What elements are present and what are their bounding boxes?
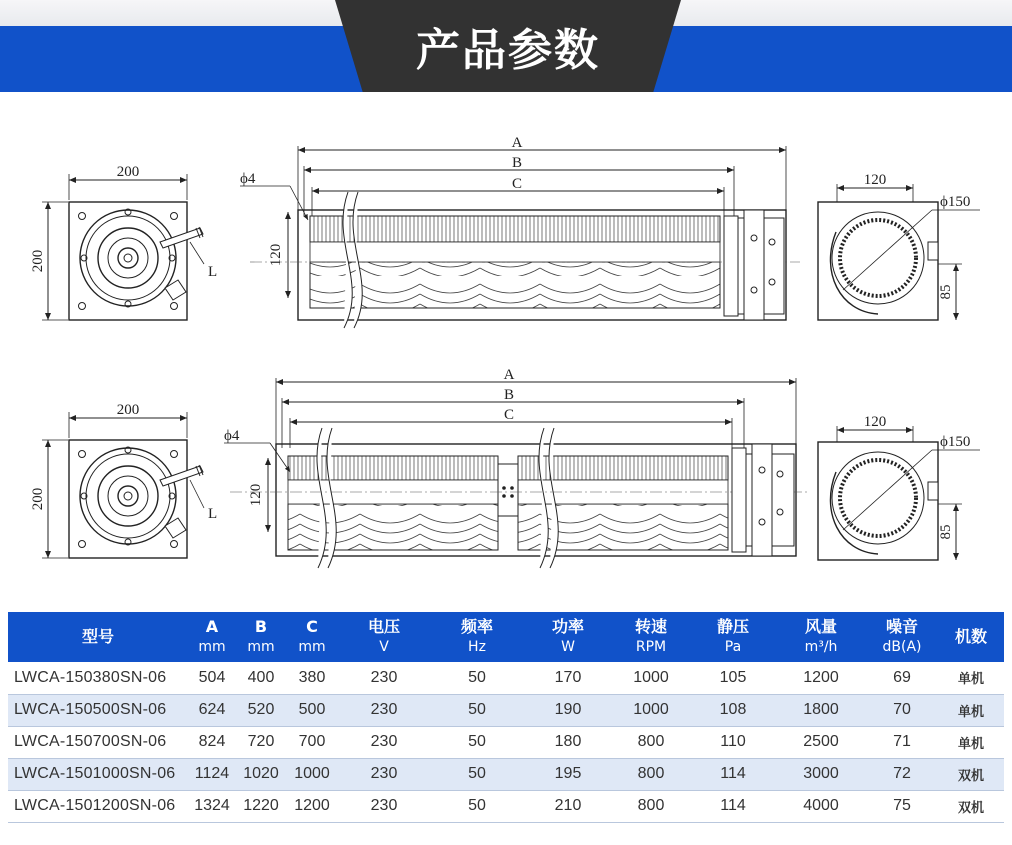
table-cell: 500 [286, 694, 338, 726]
table-cell: 50 [430, 694, 524, 726]
column-header-label: 功率 [551, 617, 584, 636]
column-header [236, 612, 286, 662]
column-header [866, 612, 938, 662]
column-header-unit: V [379, 639, 389, 655]
cable-label-2: L [208, 506, 218, 522]
column-header [524, 612, 612, 662]
table-row [8, 662, 1004, 694]
column-header [338, 612, 430, 662]
table-row [8, 694, 1004, 726]
unit-type-cell: 单机 [938, 662, 1004, 694]
table-cell: 800 [612, 726, 690, 758]
table-cell: 50 [430, 758, 524, 790]
hole-label-1: ϕ4 [240, 171, 256, 187]
table-body [8, 662, 1004, 822]
table-cell: 624 [188, 694, 236, 726]
column-header-unit: dB(A) [882, 639, 922, 655]
table-cell: 72 [866, 758, 938, 790]
table-cell: 1020 [236, 758, 286, 790]
column-header [430, 612, 524, 662]
dim-b-label-1: B [511, 155, 523, 171]
dim-c-label-1: C [511, 176, 523, 192]
table-cell: 1000 [286, 758, 338, 790]
unit-type-cell: 单机 [938, 694, 1004, 726]
table-cell: 230 [338, 758, 430, 790]
table-cell: 1324 [188, 790, 236, 822]
table-cell: 1800 [776, 694, 866, 726]
model-cell: LWCA-1501200SN-06 [8, 790, 188, 822]
side-width-label-1: 200 [116, 164, 140, 180]
column-header-unit: W [561, 639, 575, 655]
table-cell: 190 [524, 694, 612, 726]
table-cell: 210 [524, 790, 612, 822]
page-title: 产品参数 [416, 25, 600, 76]
table-row [8, 758, 1004, 790]
column-header-label: 机数 [954, 627, 987, 646]
hole-label-2: ϕ4 [224, 428, 240, 444]
table-cell: 70 [866, 694, 938, 726]
model-cell: LWCA-150380SN-06 [8, 662, 188, 694]
unit-type-cell: 双机 [938, 758, 1004, 790]
header-banner [0, 0, 1012, 92]
table-cell: 504 [188, 662, 236, 694]
table-cell: 195 [524, 758, 612, 790]
table-cell: 1000 [612, 694, 690, 726]
table-cell: 114 [690, 790, 776, 822]
column-header-label: A [205, 617, 219, 636]
table-cell: 700 [286, 726, 338, 758]
table-cell: 1220 [236, 790, 286, 822]
table-cell: 105 [690, 662, 776, 694]
table-cell: 520 [236, 694, 286, 726]
column-header-label: 电压 [367, 617, 400, 636]
model-cell: LWCA-150700SN-06 [8, 726, 188, 758]
table-cell: 50 [430, 790, 524, 822]
table-cell: 69 [866, 662, 938, 694]
height-label-1: 120 [268, 243, 284, 267]
column-header-label: 噪音 [885, 617, 918, 636]
column-header-unit: m³/h [804, 639, 838, 655]
column-header-label: C [306, 617, 318, 636]
dim-c-label-2: C [503, 407, 515, 423]
front-view-1 [240, 135, 800, 328]
front-view-2 [224, 367, 810, 568]
column-header-label: 转速 [634, 617, 667, 636]
table-cell: 50 [430, 726, 524, 758]
table-cell: 3000 [776, 758, 866, 790]
column-header-label: 静压 [716, 617, 749, 636]
table-cell: 110 [690, 726, 776, 758]
column-header [776, 612, 866, 662]
column-header-unit: Pa [724, 639, 742, 655]
end-width-label-2: 120 [863, 414, 887, 430]
height-label-2: 120 [248, 483, 264, 507]
end-view-2 [818, 414, 980, 560]
dim-a-label-2: A [503, 367, 515, 383]
table-cell: 400 [236, 662, 286, 694]
table-cell: 230 [338, 790, 430, 822]
table-cell: 230 [338, 726, 430, 758]
model-cell: LWCA-1501000SN-06 [8, 758, 188, 790]
column-header-unit: mm [247, 639, 275, 655]
table-cell: 1200 [286, 790, 338, 822]
column-header-unit: mm [298, 639, 326, 655]
end-offset-label-2: 85 [938, 524, 954, 540]
drawing-canvas [0, 92, 1012, 600]
column-header [286, 612, 338, 662]
spec-table [8, 612, 1004, 823]
table-cell: 180 [524, 726, 612, 758]
column-header [8, 612, 188, 662]
table-cell: 230 [338, 662, 430, 694]
table-cell: 1200 [776, 662, 866, 694]
table-cell: 380 [286, 662, 338, 694]
side-height-label-2: 200 [30, 487, 46, 511]
table-cell: 720 [236, 726, 286, 758]
column-header-unit: RPM [635, 639, 667, 655]
table-cell: 108 [690, 694, 776, 726]
column-header-label: B [254, 617, 268, 636]
end-view-1 [818, 172, 980, 320]
table-row [8, 790, 1004, 822]
column-header-unit: mm [198, 639, 226, 655]
side-view-2 [30, 402, 217, 558]
column-header [690, 612, 776, 662]
end-offset-label-1: 85 [938, 284, 954, 300]
table-cell: 114 [690, 758, 776, 790]
table-row [8, 726, 1004, 758]
table-cell: 4000 [776, 790, 866, 822]
cable-label-1: L [208, 264, 218, 280]
side-view-1 [30, 164, 217, 320]
dim-b-label-2: B [503, 387, 515, 403]
table-header-row [8, 612, 1004, 662]
unit-type-cell: 单机 [938, 726, 1004, 758]
column-header-unit: Hz [468, 639, 486, 655]
end-diameter-label-2: ϕ150 [940, 434, 971, 450]
table-cell: 230 [338, 694, 430, 726]
table-cell: 2500 [776, 726, 866, 758]
side-height-label-1: 200 [30, 249, 46, 273]
table-cell: 1124 [188, 758, 236, 790]
column-header-label: 风量 [804, 617, 837, 636]
technical-drawings [0, 92, 1012, 600]
table-cell: 1000 [612, 662, 690, 694]
table-cell: 50 [430, 662, 524, 694]
column-header-label: 型号 [81, 627, 114, 646]
model-cell: LWCA-150500SN-06 [8, 694, 188, 726]
column-header [938, 612, 1004, 662]
end-diameter-label-1: ϕ150 [940, 194, 971, 210]
table-cell: 824 [188, 726, 236, 758]
unit-type-cell: 双机 [938, 790, 1004, 822]
table-cell: 800 [612, 790, 690, 822]
column-header-label: 频率 [460, 617, 493, 636]
dim-a-label-1: A [511, 135, 523, 151]
table-cell: 170 [524, 662, 612, 694]
side-width-label-2: 200 [116, 402, 140, 418]
end-width-label-1: 120 [863, 172, 887, 188]
table-cell: 71 [866, 726, 938, 758]
table-cell: 75 [866, 790, 938, 822]
table-cell: 800 [612, 758, 690, 790]
column-header [188, 612, 236, 662]
column-header [612, 612, 690, 662]
